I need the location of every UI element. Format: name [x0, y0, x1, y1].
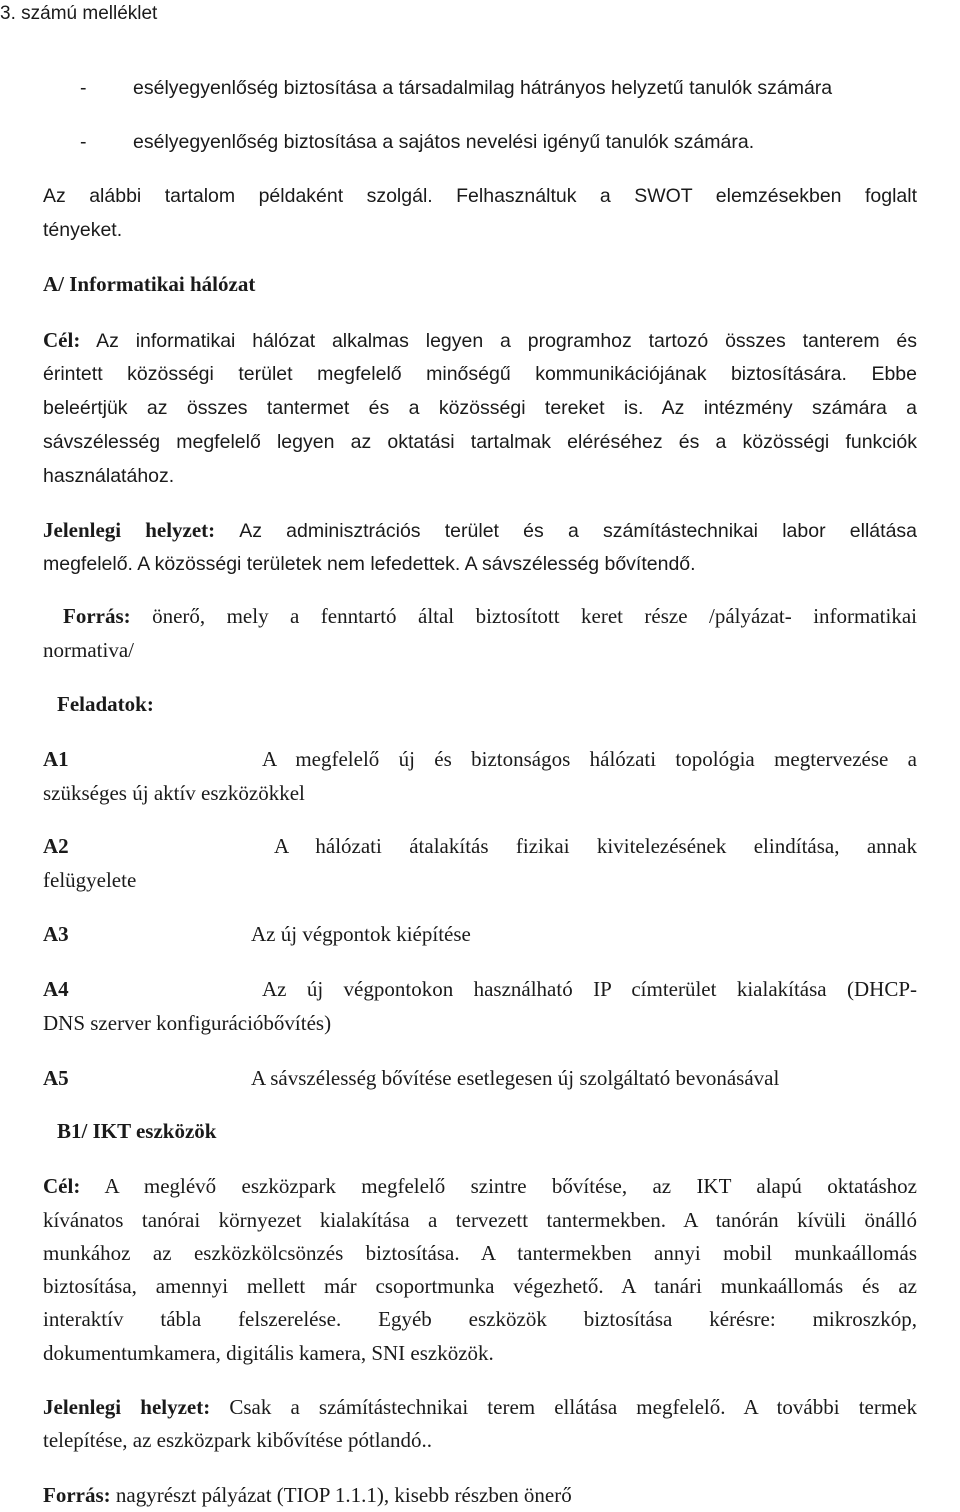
- section-b-status-line: telepítése, az eszközpark kibővítése pótlandó..: [43, 1428, 432, 1452]
- section-b-goal-line: kívánatos tanórai környezet kialakítása a tervezett tantermekben. A tanórán kívüli önálló: [43, 1208, 917, 1232]
- task-code: A2: [43, 834, 69, 858]
- section-a-goal-line: érintett közösségi terület megfelelő minőségű kommunikációjának biztosítására. Ebbe: [43, 363, 917, 385]
- task-code: A3: [43, 922, 69, 946]
- bullet-item: esélyegyenlőség biztosítása a társadalmilag hátrányos helyzetű tanulók számára: [133, 77, 833, 99]
- section-a-title: A/ Informatikai hálózat: [43, 272, 256, 296]
- source-text: nagyrészt pályázat (TIOP 1.1.1), kisebb részben önerő: [115, 1483, 572, 1507]
- page-header: 3. számú melléklet: [0, 3, 158, 24]
- bullet-item: esélyegyenlőség biztosítása a sajátos nevelési igényű tanulók számára.: [133, 131, 755, 153]
- bullet-marker: -: [80, 131, 87, 153]
- section-a-goal-line: használatához.: [43, 465, 175, 487]
- section-a-source-line: [63, 600, 917, 633]
- section-a-status-line: [43, 514, 917, 548]
- task-text-cont: felügyelete: [43, 868, 137, 892]
- task-text: Az új végpontokon használható IP címterület kialakítása (DHCP-: [262, 977, 917, 1001]
- goal-text: A meglévő eszközpark megfelelő szintre bővítése, az IKT alapú oktatáshoz: [104, 1174, 918, 1198]
- intro-line: tényeket.: [43, 219, 123, 241]
- section-b-goal-line: interaktív tábla felszerelése. Egyéb eszközök biztosítása kérésre: mikroszkóp,: [43, 1307, 917, 1331]
- task-text: A megfelelő új és biztonságos hálózati topológia megtervezése a: [262, 747, 917, 771]
- intro-line: Az alábbi tartalom példaként szolgál. Felhasználtuk a SWOT elemzésekben foglalt: [43, 185, 917, 207]
- section-b-goal-line: [43, 1170, 917, 1203]
- status-label: Jelenlegi helyzet:: [43, 518, 216, 542]
- status-text: Csak a számítástechnikai terem ellátása megfelelő. A további termek: [229, 1395, 918, 1419]
- section-a-goal-line: sávszélesség megfelelő legyen az oktatási tartalmak eléréséhez és a közösségi funkciók: [43, 431, 917, 453]
- section-b-goal-line: dokumentumkamera, digitális kamera, SNI eszközök.: [43, 1341, 494, 1365]
- source-label: Forrás:: [43, 1483, 111, 1507]
- status-label: Jelenlegi helyzet:: [43, 1395, 211, 1419]
- section-b-goal-line: biztosítása, amennyi mellett már csoportmunka végezhető. A tanári munkaállomás és az: [43, 1274, 917, 1298]
- task-code: A1: [43, 747, 69, 771]
- source-text: önerő, mely a fenntartó által biztosított keret része /pályázat- informatikai: [152, 604, 917, 628]
- section-a-goal-line: beleértjük az összes tantermet és a közösségi tereket is. Az intézmény számára a: [43, 397, 917, 419]
- task-code: A4: [43, 977, 69, 1001]
- task-text: Az új végpontok kiépítése: [251, 922, 471, 946]
- task-text-cont: DNS szerver konfigurációbővítés): [43, 1011, 332, 1035]
- task-text: A sávszélesség bővítése esetlegesen új szolgáltató bevonásával: [251, 1066, 780, 1090]
- goal-label: Cél:: [43, 328, 81, 352]
- section-a-goal-line: [43, 324, 917, 358]
- section-a-source-line: normativa/: [43, 638, 134, 662]
- goal-label: Cél:: [43, 1174, 81, 1198]
- task-code: A5: [43, 1066, 69, 1090]
- section-b-title: B1/ IKT eszközök: [57, 1119, 217, 1143]
- bullet-marker: -: [80, 77, 87, 99]
- task-text: A hálózati átalakítás fizikai kivitelezésének elindítása, annak: [274, 834, 917, 858]
- tasks-heading: Feladatok:: [57, 692, 154, 716]
- status-text: Az adminisztrációs terület és a számítástechnikai labor ellátása: [239, 520, 918, 542]
- source-label: Forrás:: [63, 604, 131, 628]
- section-a-status-line: megfelelő. A közösségi területek nem lefedettek. A sávszélesség bővítendő.: [43, 553, 696, 575]
- section-b-status-line: [43, 1391, 917, 1424]
- section-b-goal-line: munkához az eszközkölcsönzés biztosítása. A tantermekben annyi mobil munkaállomás: [43, 1241, 917, 1265]
- section-b-source-line: [43, 1479, 917, 1512]
- task-text-cont: szükséges új aktív eszközökkel: [43, 781, 305, 805]
- goal-text: Az informatikai hálózat alkalmas legyen a programhoz tartozó összes tanterem és: [96, 330, 917, 352]
